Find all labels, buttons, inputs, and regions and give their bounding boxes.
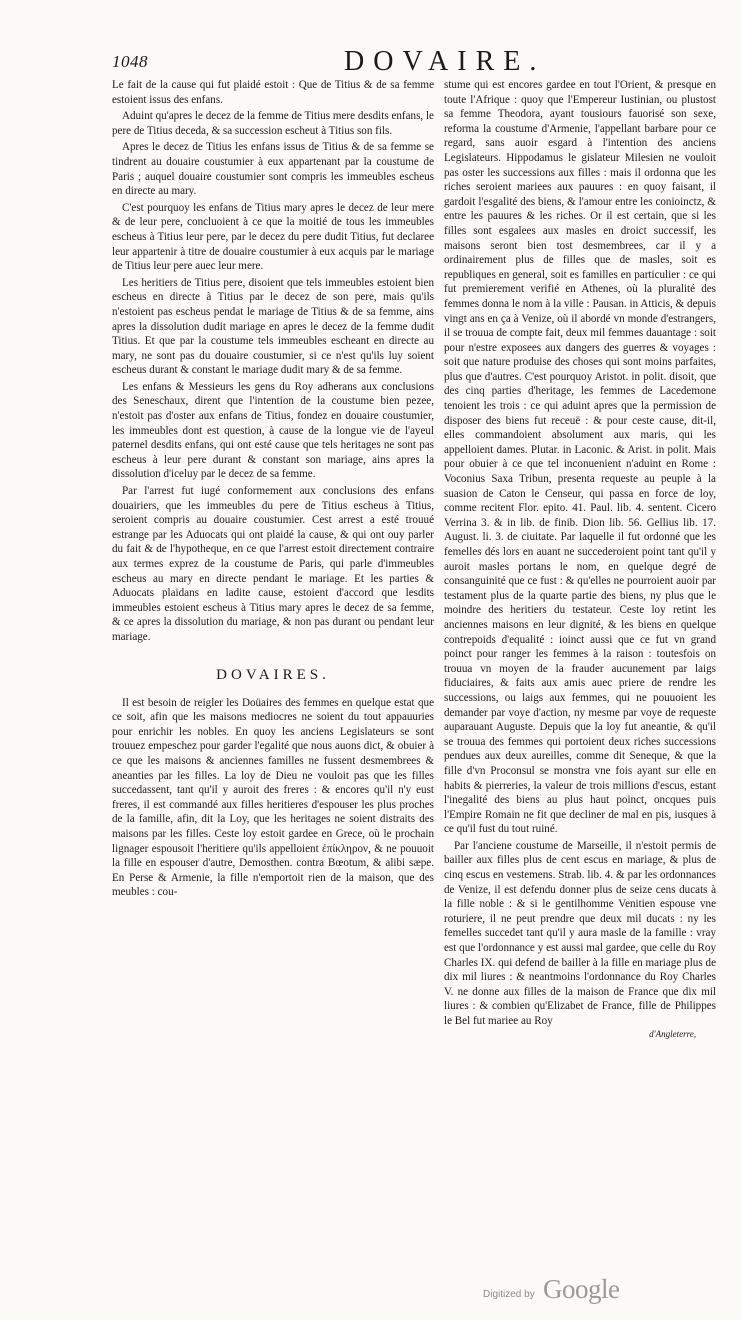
paragraph: Les enfans & Messieurs les gens du Roy adherans aux conclusions des Seneschaux, dirent que l'intention de la coustume bien pezee, n'estoit pas d'oster aux enfans de Titius, fondez en douaire coustumier, les immeubles dont est question, à cause de la longue vie de l'ayeul paternel desdits enfans, qui ont esté cause que tels heritages ne sont pas escheus à leur pere durant & constant son mariage, ains apres la dissolution d'iceluy par le decez de sa femme. bbox=[112, 380, 434, 481]
paragraph: Le fait de la cause qui fut plaidé estoit : Que de Titius & de sa femme estoient issus des enfans. bbox=[112, 79, 434, 106]
digitization-footer bbox=[483, 1276, 623, 1312]
paragraph: Par l'arrest fut iugé conformement aux conclusions des enfans douairiers, que les immeubles du pere de Titius escheus à Titius, seroient compris au douaire coustumier. Cest arrest a esté trouué estrange par les Aduocats qui ont plaidé la cause, & qui ont ouy parler du fait & de l'hypotheque, en ce que l'arrest estoit directement contraire aux termes exprez de la coustume de Paris, qui parle d'immeubles escheus au mary en directe pendant le mariage. Et les parties & Aduocats plaidans en ladite cause, estoient d'accord que lesdits immeubles estoient escheus à Titius mary apres le decez de sa femme, & ce apres la dissolution du mariage, & non pas durant ou pendant leur mariage. bbox=[112, 485, 434, 643]
running-title: DOVAIRE. bbox=[344, 46, 546, 77]
paragraph: stume qui est encores gardee en tout l'Orient, & presque en toute l'Afrique : quoy que l'Empereur Iustinian, ou plustost sa femme Theodora, ayant tousiours fauorisé son sexe, reforma la coustume d'Armenie, l'appellant barbare pour ce regard, sans auoir esgard à l'intention des anciens Legislateurs. Hippodamus le gislateur Milesien ne vouloit pas oster les successions aux filles : mais il ordonna que les riches seroient mariees aux pauures : en quoy faisant, il gardoit l'esgalité des biens, & l'amour entre les conioinctz, & entre les pauures & les riches. Or il est certain, que si les filles sont esgalees aux masles en droict successif, les maisons seront bien tost desmembrees, car il y a ordinairement plus de filles que de masles, soit es republiques en general, soit es familles en particulier : ce qui fut premierement verifié en Athenes, où la pluralité des femmes donna le nom à la ville : Pausan. in Atticis, & depuis vingt ans en ça à Venize, où il abordé vn monde d'estrangers, il se trouua de compte fait, deux mil femmes dauantage : soit pour n'estre exposees aux dangers des guerres & voyages : soit que nature produise des choses qui sont moins parfaites, plus que d'autres. C'est pourquoy Aristot. in polit. disoit, que des cinq parties d'heritage, les femmes de Lacedemone tenoient les trois : ce qui aduint apres que la permission de disposer des biens fut receuë : & pour ceste cause, dit-il, elles commandoient absolument aux maris, qui les appelloient dames. Plutar. in Laconic. & Arist. in polit. Mais pour obuier à ce que tel inconuenient n'aduint en Rome : Voconius Saxa Tribun, presenta requeste au peuple à la suasion de Caton le Censeur, qui passa en force de loy, comme recitent Flor. epito. 41. Paul. lib. 4. sentent. Cicero Verrina 3. & in lib. de finib. Dion lib. 56. Gellius lib. 17. August. li. 3. de ciuitate. Par laquelle il fut ordonné que les femelles dés lors en auant ne succederoient point tant qu'il y auroit masles portans le nom, en quelque degré de consanguinité que ce fust : & qu'elles ne pourroient auoir par testament plus de la quarte partie des biens, ny plus que le moindre des heritiers du testateur. Ceste loy retint les anciennes maisons en leur dignité, & les biens en quelque contrepoids d'equalité : ioinct aussi que ce fut vn grand poinct pour ranger les femmes à la raison : toutesfois on trouua vn moyen de la frauder aucunement par laigs fiduciaires, & faits aux amis auec priere de rendre les successions, ou laigs aux femmes, qui ne pouuoient les demander par voye d'action, ny mesme par voye de requeste auparauant Auguste. Depuis que la loy fut aneantie, & qu'il se trouua des femmes qui portoient deux riches successions pendues aux deux aureilles, comme dit Seneque, & que la fille d'vn Proconsul se monstra vne fois ayant sur elle en habits & pierreries, la valeur de trois millions d'escus, estant l'inegalité des biens au plus haut poinct, oncques puis l'Empire Romain ne fit que decliner de mal en pis, iusques à ce qu'il fust du tout ruiné. bbox=[444, 79, 716, 836]
paragraph: Aduint qu'apres le decez de la femme de Titius mere desdits enfans, le pere de Titius deceda, & sa succession escheut à Titius son fils. bbox=[112, 110, 434, 137]
digitized-by-label: Digitized by bbox=[483, 1289, 535, 1300]
page-header bbox=[112, 46, 722, 80]
paragraph: Il est besoin de reigler les Doüaires des femmes en quelque estat que ce soit, afin que les maisons mediocres ne soient du tout appauuries pour enrichir les nobles. En quoy les anciens Legislateurs se sont trouuez empeschez pour garder l'egalité que nous auons dict, & obuier à ce que les maisons & anciennes familles ne fussent desmembrees & aneanties par les filles. La loy de Dieu ne vouloit pas que les filles succedassent, tant qu'il y auroit des freres : & encores qu'il n'y eust freres, il est commandé aux filles heritieres d'espouser les plus proches de la famille, afin, dit la Loy, que les heritages ne soient distraits des maisons par les filles. Ceste loy estoit gardee en Grece, où le prochain lignager espousoit l'heritiere qu'ils appelloient ἐπίκληρον, & ne pouuoit la fille en espouser d'autre, Demosthen. contra Bœotum, & alibi sæpe. En Perse & Armenie, la fille n'emportoit rien de la maison, que des meubles : cou- bbox=[112, 696, 434, 899]
paragraph: C'est pourquoy les enfans de Titius mary apres le decez de leur mere & de leur pere, concluoient à ce que la moitié de tous les immeubles escheus à Titius leur pere, par le decez du pere dudit Titius, fut declaree leur appartenir à titre de douaire coustumier à eux acquis par le mariage de Titius leur pere auec leur mere. bbox=[112, 201, 434, 273]
paragraph: Par l'anciene coustume de Marseille, il n'estoit permis de bailler aux filles plus de cent escus en mariage, & plus de cinq escus en vestemens. Strab. lib. 4. & par les ordonnances de Venize, il est defendu donner plus de seize cens ducats à la fille noble : & si le gentilhomme Venitien espouse vne roturiere, il ne peut prendre que deux mil ducats : ny les femelles succedet tant qu'il y aura masle de la famille : vray est que l'ordonnance y est aussi mal gardee, que celle du Roy Charles IX. qui defend de bailler à la fille en mariage plus de dix mil liures : & neantmoins l'ordonnance du Roy Charles V. ne donne aux filles de la maison de France que dix mil liures : & combien qu'Elizabet de France, fille de Philippes le Bel fut mariee au Roy bbox=[444, 839, 716, 1027]
section-title: DOVAIRES. bbox=[216, 666, 330, 683]
google-logo: Google bbox=[543, 1274, 620, 1304]
page-number: 1048 bbox=[112, 52, 148, 71]
right-column bbox=[444, 78, 716, 1045]
paragraph: Les heritiers de Titius pere, disoient que tels immeubles estoient bien escheus en directe à Titius par le decez de son pere, mais qu'ils n'estoient pas escheus pendat le mariage de Titius & de sa femme, ains apres la dissolution dudit mariage en apres le decez de la femme dudit Titius. Et que par la coustume tels immeubles escheant en directe au mary, ne sont pas du douaire coustumier, si ce n'est qu'ils luy soient escheus durant & constant le mariage dudit mary & de sa femme. bbox=[112, 276, 434, 377]
catchword: d'Angleterre, bbox=[649, 1028, 696, 1039]
left-column bbox=[112, 78, 434, 902]
paragraph: Apres le decez de Titius les enfans issus de Titius & de sa femme se tindrent au douaire coustumier à eux appartenant par la coustume de Paris ; auquel douaire coustumier sont compris les immeubles escheus en directe au mary. bbox=[112, 141, 434, 198]
